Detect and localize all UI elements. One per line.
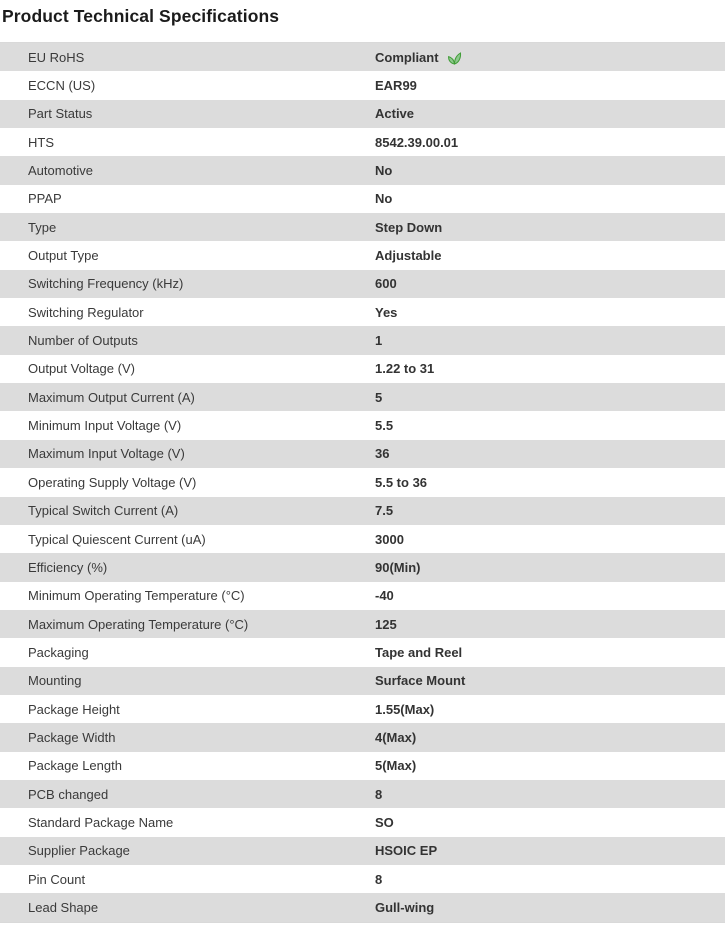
spec-value: 1.55(Max) [375,701,435,717]
spec-label: EU RoHS [28,49,85,65]
spec-value: No [375,163,393,179]
spec-value: 90(Min) [375,559,421,575]
spec-label: Maximum Output Current (A) [28,389,195,405]
spec-value: 8542.39.00.01 [375,134,459,150]
table-row [0,270,725,298]
spec-label: Type [28,219,57,235]
table-row [0,808,725,836]
spec-value: 36 [375,446,390,462]
table-row [0,893,725,921]
spec-value: 1.22 to 31 [375,361,435,377]
table-row [0,695,725,723]
spec-label: Minimum Operating Temperature (°C) [28,588,245,604]
spec-label: Switching Regulator [28,304,144,320]
spec-label: PCB changed [28,786,109,802]
table-row [0,128,725,156]
table-row [0,837,725,865]
spec-label: Pin Count [28,871,86,887]
spec-value: EAR99 [375,78,417,94]
spec-value: Active [375,106,415,122]
spec-value: -40 [375,588,394,604]
spec-value: Tape and Reel [375,644,463,660]
table-row [0,525,725,553]
spec-value: Adjustable [375,248,442,264]
spec-label: Maximum Input Voltage (V) [28,446,185,462]
spec-value: Surface Mount [375,673,466,689]
spec-value: Compliant [375,49,439,65]
table-row [0,241,725,269]
table-row [0,497,725,525]
table-row [0,43,725,71]
table-row [0,723,725,751]
spec-label: Packaging [28,644,89,660]
spec-value: 8 [375,871,383,887]
spec-label: Operating Supply Voltage (V) [28,474,197,490]
table-row [0,610,725,638]
table-row [0,667,725,695]
table-row [0,553,725,581]
spec-label: Part Status [28,106,93,122]
spec-label: Package Width [28,729,116,745]
spec-label: Maximum Operating Temperature (°C) [28,616,249,632]
table-row [0,71,725,99]
spec-label: Mounting [28,673,82,689]
spec-value: 3000 [375,531,404,547]
leaf-icon [447,52,462,65]
spec-value: 5.5 [375,418,394,434]
spec-label: Switching Frequency (kHz) [28,276,184,292]
spec-value: HSOIC EP [375,843,438,859]
spec-label: Efficiency (%) [28,559,108,575]
spec-value: 7.5 [375,503,394,519]
spec-label: Package Height [28,701,120,717]
spec-value: 125 [375,616,397,632]
spec-label: Automotive [28,163,94,179]
table-row [0,752,725,780]
spec-value: No [375,191,393,207]
spec-value: 5(Max) [375,758,417,774]
spec-label: Number of Outputs [28,333,138,349]
spec-label: HTS [28,134,54,150]
table-row [0,185,725,213]
spec-value: 5 [375,389,383,405]
page-title: Product Technical Specifications [2,6,280,26]
table-row [0,298,725,326]
table-row [0,213,725,241]
table-row [0,440,725,468]
spec-table [0,42,725,923]
spec-label: ECCN (US) [28,78,96,94]
spec-label: Minimum Input Voltage (V) [28,418,182,434]
table-row [0,326,725,354]
spec-label: Standard Package Name [28,814,174,830]
spec-label: Typical Quiescent Current (uA) [28,531,206,547]
table-row [0,100,725,128]
spec-label: Lead Shape [28,899,99,915]
table-row [0,383,725,411]
spec-value: 1 [375,333,383,349]
spec-label: Output Type [28,248,99,264]
table-row [0,468,725,496]
table-row [0,780,725,808]
spec-value: 600 [375,276,397,292]
table-row [0,355,725,383]
table-row [0,582,725,610]
spec-label: Typical Switch Current (A) [28,503,179,519]
spec-value: SO [375,814,394,830]
table-row [0,638,725,666]
spec-value: 5.5 to 36 [375,474,428,490]
spec-value: Step Down [375,219,443,235]
spec-value: Yes [375,304,398,320]
spec-label: Package Length [28,758,122,774]
spec-label: Output Voltage (V) [28,361,135,377]
table-row [0,865,725,893]
spec-label: PPAP [28,191,62,207]
spec-value: 4(Max) [375,729,417,745]
spec-value: Gull-wing [375,899,435,915]
table-row [0,156,725,184]
spec-value: 8 [375,786,383,802]
spec-label: Supplier Package [28,843,130,859]
table-row [0,411,725,439]
